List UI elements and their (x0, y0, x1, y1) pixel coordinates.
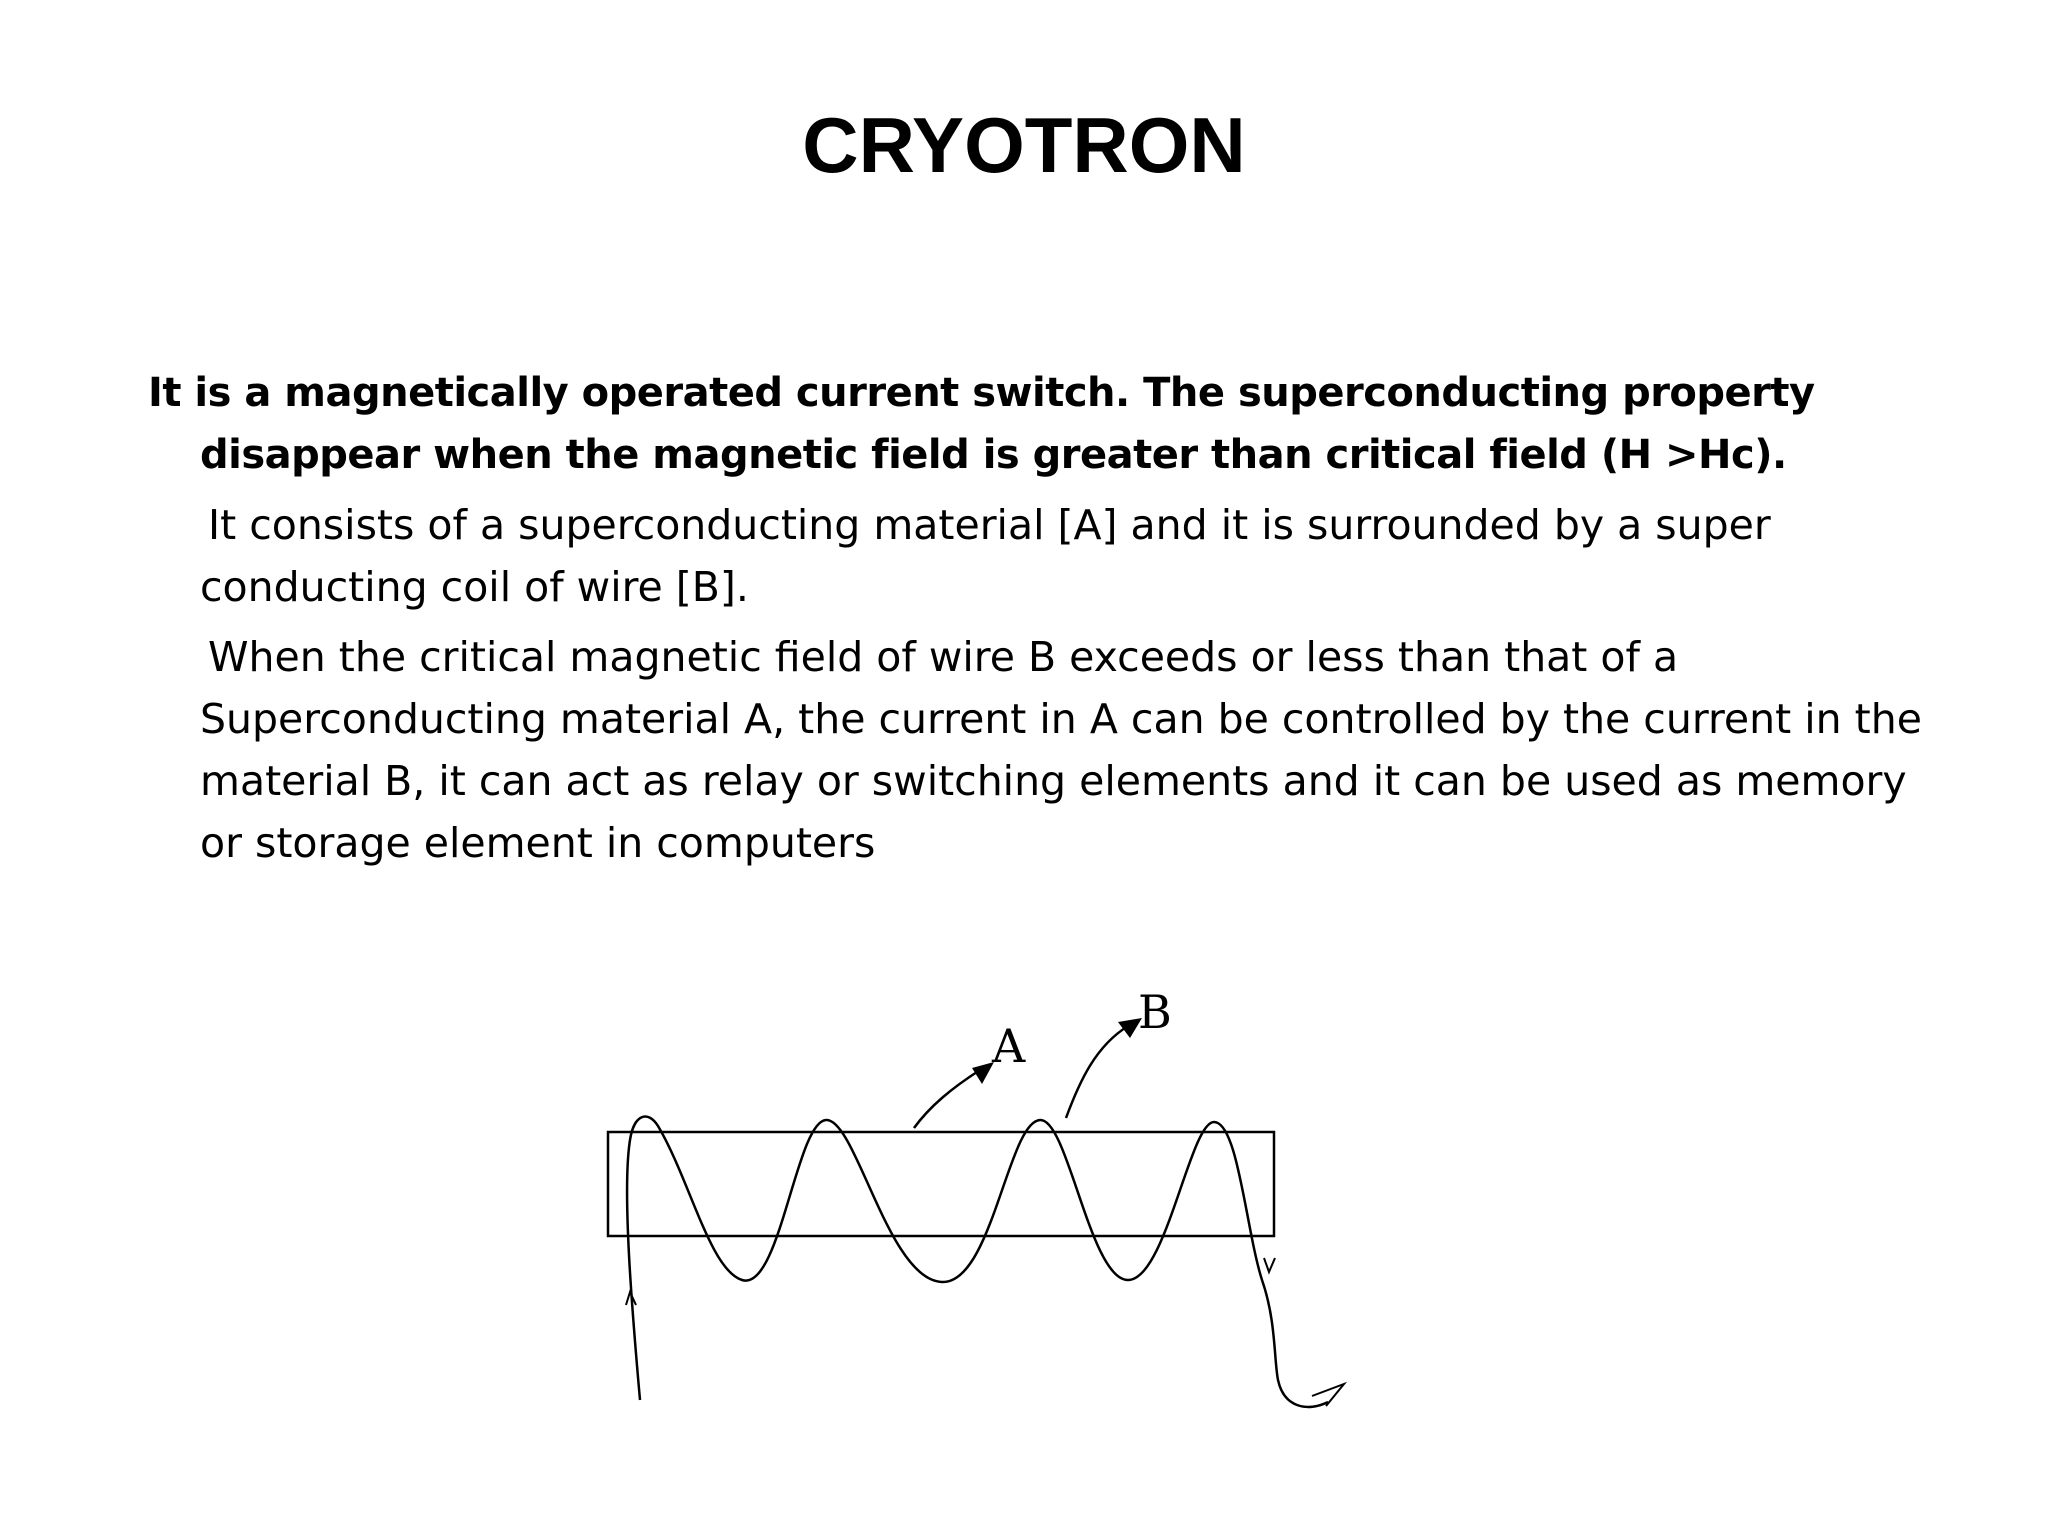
slide-title: CRYOTRON (802, 101, 1246, 189)
label-b: B (1138, 985, 1172, 1039)
definition-paragraph: It is a magnetically operated current switch. The superconducting property disappear when the magnetic field is greater than critical field (H >Hc). (148, 370, 1815, 478)
slide-body (148, 362, 1928, 882)
output-arrow-icon (1264, 1258, 1275, 1272)
pointer-a (914, 1019, 1026, 1128)
coil-wire (627, 1117, 1328, 1407)
exit-arrow-icon (1312, 1384, 1344, 1406)
cryotron-diagram (560, 980, 1380, 1430)
label-a: A (992, 1019, 1026, 1073)
superconducting-bar (608, 1132, 1274, 1236)
construction-paragraph: It consists of a superconducting material [A] and it is surrounded by a super conducting coil of wire [B]. (200, 501, 1771, 611)
working-paragraph: When the critical magnetic field of wire B exceeds or less than that of a Superconducting material A, the current in A can be controlled by the current in the material B, it can act as relay or switching elements and it can be used as memory or storage element in computers (200, 633, 1922, 867)
pointer-b (1066, 985, 1172, 1118)
